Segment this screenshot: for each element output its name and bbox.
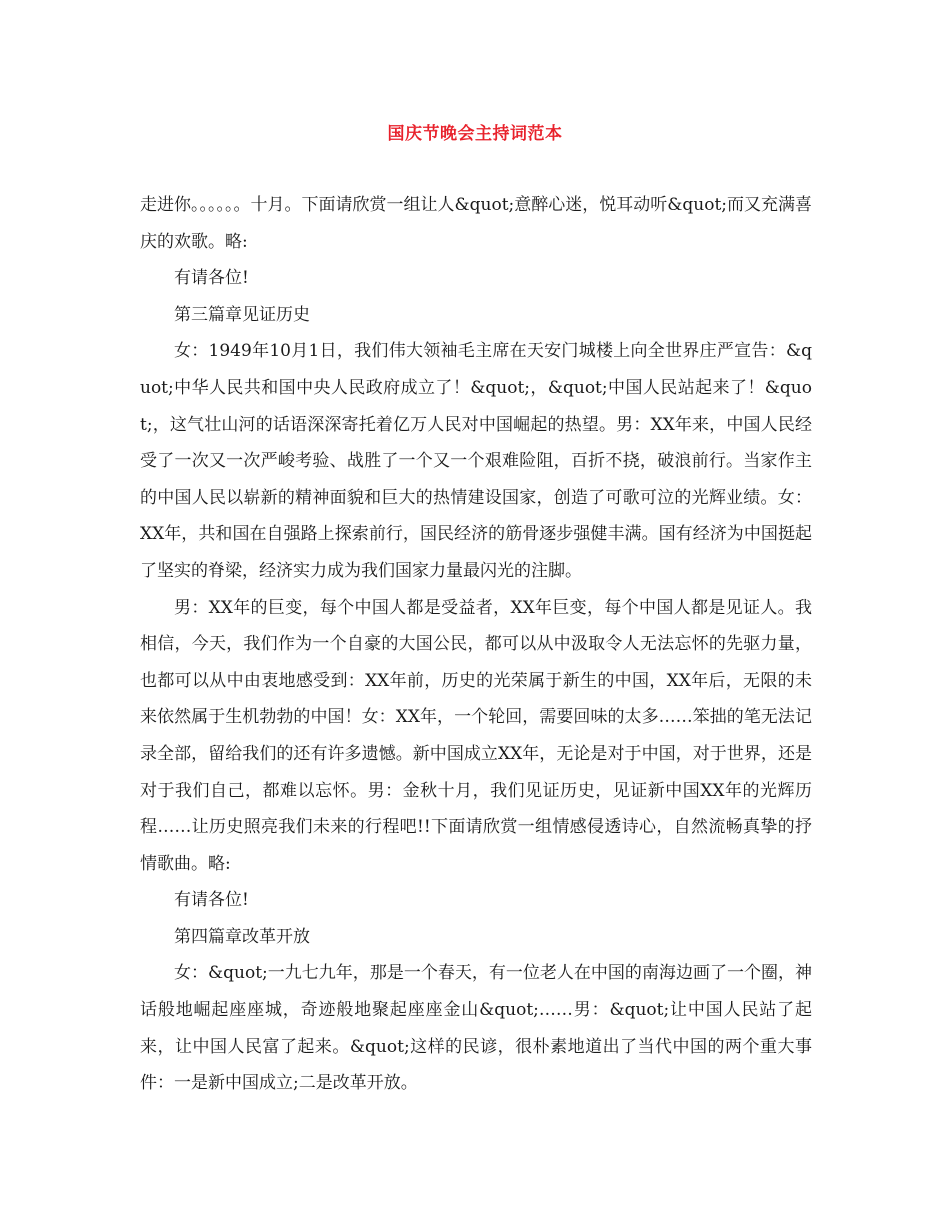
paragraph: 女：&quot;一九七九年，那是一个春天，有一位老人在中国的南海边画了一个圈，神话般地崛起座座城，奇迹般地聚起座座金山&quot;……男：&quot;让中国人民站了起来，让中国人民富了起来。&quot;这样的民谚，很朴素地道出了当代中国的两个重大事件：一是新中国成立;二是改革开放。: [140, 963, 812, 1094]
paragraph: 有请各位!: [174, 890, 249, 911]
document-title: 国庆节晚会主持词范本: [387, 124, 563, 144]
section-heading: 第四篇章改革开放: [174, 926, 310, 947]
paragraph: 男：XX年的巨变，每个中国人都是受益者，XX年巨变，每个中国人都是见证人。我相信，今天，我们作为一个自豪的大国公民，都可以从中汲取令人无法忘怀的先驱力量，也都可以从中由衷地感受到：XX年前，历史的光荣属于新生的中国，XX年后，无限的未来依然属于生机勃勃的中国！女：XX年，一个轮回，需要回味的太多……笨拙的笔无法记录全部，留给我们的还有许多遗憾。新中国成立XX年，无论是对于中国，对于世界，还是对于我们自己，都难以忘怀。男：金秋十月，我们见证历史，见证新中国XX年的光辉历程……让历史照亮我们未来的行程吧!!下面请欣赏一组情感侵透诗心，自然流畅真挚的抒情歌曲。略:: [140, 597, 812, 874]
paragraph: 有请各位!: [174, 268, 249, 289]
section-heading: 第三篇章见证历史: [174, 304, 310, 325]
paragraph: 走进你。。。。。。十月。下面请欣赏一组让人&quot;意醉心迷，悦耳动听&quot;而又充满喜庆的欢歌。略:: [140, 195, 813, 252]
document-body: [140, 187, 812, 1102]
paragraph: 女：1949年10月1日，我们伟大领袖毛主席在天安门城楼上向全世界庄严宣告：&quot;中华人民共和国中央人民政府成立了！&quot;，&quot;中国人民站起来了！&quot;，这气壮山河的话语深深寄托着亿万人民对中国崛起的热望。男：XX年来，中国人民经受了一次又一次严峻考验、战胜了一个又一个艰难险阻，百折不挠，破浪前行。当家作主的中国人民以崭新的精神面貌和巨大的热情建设国家，创造了可歌可泣的光辉业绩。女：XX年，共和国在自强路上探索前行，国民经济的筋骨逐步强健丰满。国有经济为中国挺起了坚实的脊梁，经济实力成为我们国家力量最闪光的注脚。: [140, 341, 812, 581]
